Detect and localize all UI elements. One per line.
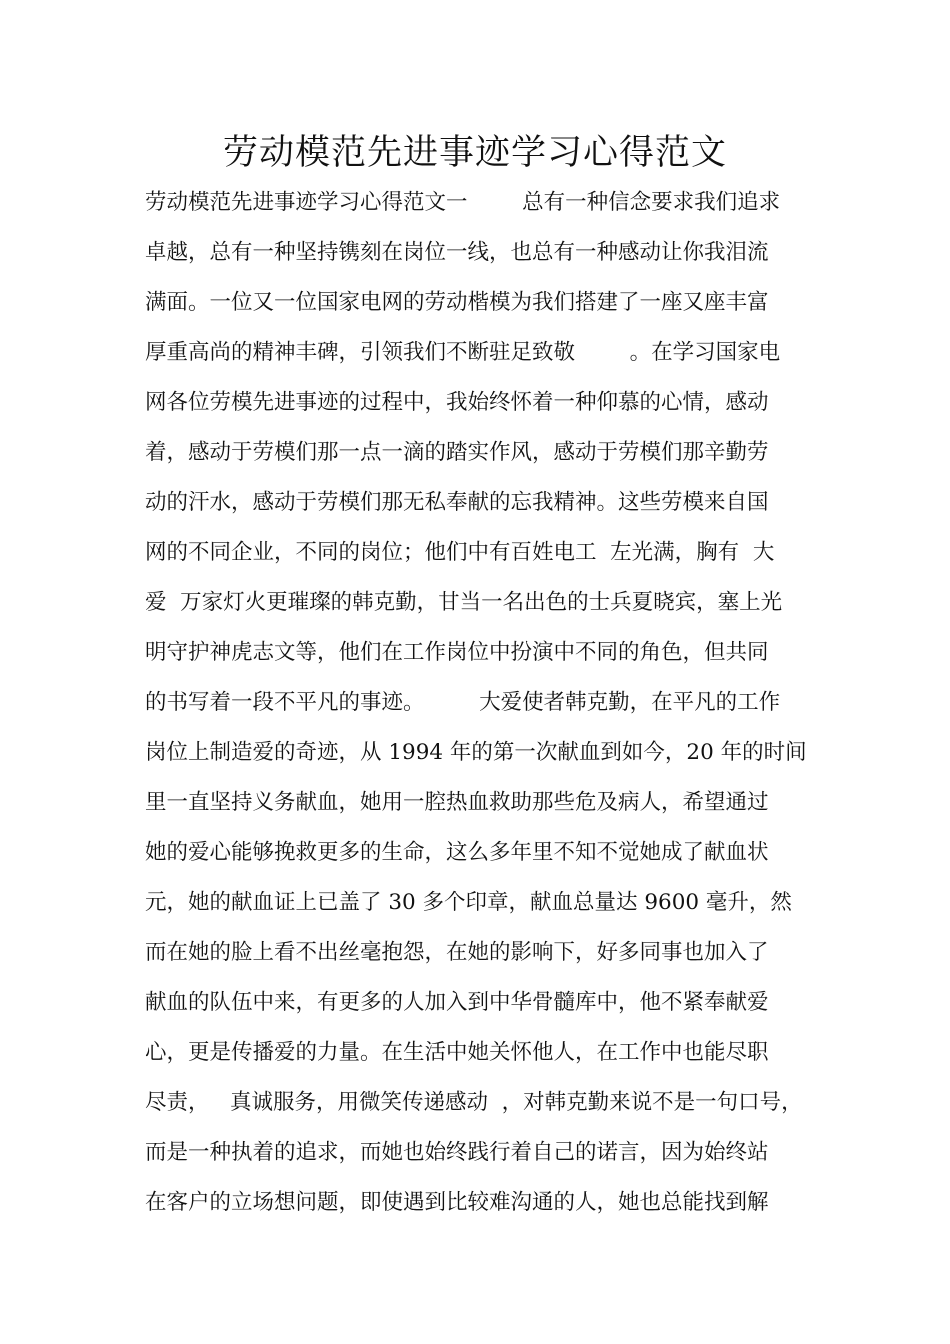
body-line: 献血的队伍中来，有更多的人加入到中华骨髓库中，他不紧奉献爱 [145,990,769,1015]
body-line: 岗位上制造爱的奇迹，从 1994 年的第一次献血到如今，20 年的时间 [145,740,807,765]
body-line: 元，她的献血证上已盖了 30 多个印章，献血总量达 9600 毫升，然 [145,890,792,915]
body-line: 而是一种执着的追求，而她也始终践行着自己的诺言，因为始终站 [145,1140,769,1165]
body-line: 明守护神虎志文等，他们在工作岗位中扮演中不同的角色，但共同 [145,640,769,665]
body-line: 爱 万家灯火更璀璨的韩克勤，甘当一名出色的士兵夏晓宾，塞上光 [145,590,783,615]
body-line: 的书写着一段不平凡的事迹。 大爱使者韩克勤，在平凡的工作 [145,690,781,715]
body-line: 里一直坚持义务献血，她用一腔热血救助那些危及病人，希望通过 [145,790,769,815]
body-line: 心，更是传播爱的力量。在生活中她关怀他人，在工作中也能尽职 [145,1040,769,1065]
body-line: 网的不同企业，不同的岗位；他们中有百姓电工 左光满，胸有 大 [145,540,775,565]
document-body [145,178,815,1228]
document-title: 劳动模范先进事迹学习心得范文 [222,133,727,173]
body-line: 厚重高尚的精神丰碑，引领我们不断驻足致敬 。在学习国家电 [145,340,781,365]
body-line: 着，感动于劳模们那一点一滴的踏实作风，感动于劳模们那辛勤劳 [145,440,769,465]
body-line: 满面。一位又一位国家电网的劳动楷模为我们搭建了一座又座丰富 [145,290,769,315]
body-line: 在客户的立场想问题，即使遇到比较难沟通的人，她也总能找到解 [145,1190,769,1215]
body-line: 劳动模范先进事迹学习心得范文一 总有一种信念要求我们追求 [145,190,781,215]
body-line: 动的汗水，感动于劳模们那无私奉献的忘我精神。这些劳模来自国 [145,490,769,515]
body-line: 她的爱心能够挽救更多的生命，这么多年里不知不觉她成了献血状 [145,840,769,865]
body-line: 网各位劳模先进事迹的过程中，我始终怀着一种仰慕的心情，感动 [145,390,769,415]
body-line: 而在她的脸上看不出丝毫抱怨，在她的影响下，好多同事也加入了 [145,940,769,965]
body-line: 卓越，总有一种坚持镌刻在岗位一线，也总有一种感动让你我泪流 [145,240,769,265]
body-line: 尽责， 真诚服务，用微笑传递感动 ，对韩克勤来说不是一句口号， [145,1090,803,1115]
